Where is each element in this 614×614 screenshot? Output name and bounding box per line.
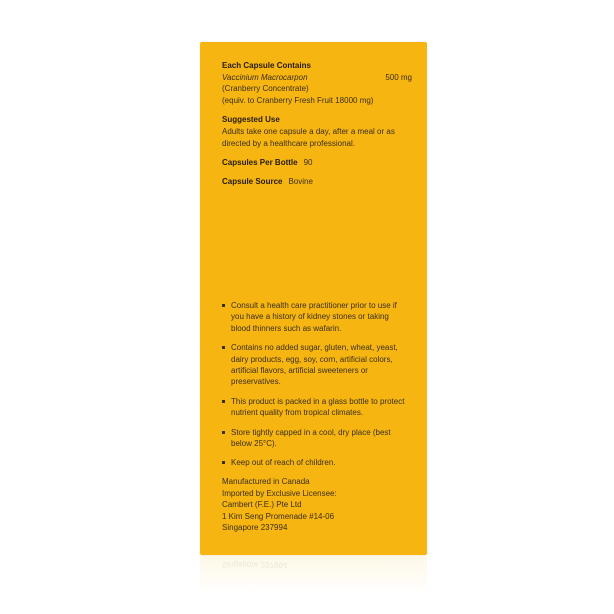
capsule-source-label: Capsule Source: [222, 176, 283, 186]
ingredient-note-2: (equiv. to Cranberry Fresh Fruit 18000 mg): [222, 95, 374, 105]
bullet-icon: [222, 304, 225, 307]
footer-line: Singapore 237994: [222, 523, 288, 533]
list-item: [222, 300, 410, 334]
capsules-per-bottle-value: 90: [303, 158, 313, 168]
suggested-use-section: [222, 114, 412, 149]
footer-line: Imported by Exclusive Licensee:: [222, 488, 337, 498]
ingredient-note-1: (Cranberry Concentrate): [222, 84, 309, 94]
capsule-contents-section: [222, 60, 412, 106]
warning-text: Store tightly capped in a cool, dry place (best below 25°C).: [231, 427, 391, 449]
bullet-icon: [222, 400, 225, 403]
bullet-icon: [222, 461, 225, 464]
footer-line: Manufactured in Canada: [222, 477, 310, 486]
suggested-use-text: Adults take one capsule a day, after a meal or as directed by a healthcare professional.: [222, 126, 395, 148]
list-item: [222, 396, 410, 419]
ingredient-name: Vaccinium Macrocarpon: [222, 72, 308, 82]
footer-line: 1 Kim Seng Promenade #14-06: [222, 511, 335, 521]
suggested-use-heading: Suggested Use: [222, 115, 280, 125]
label-reflection: [200, 555, 427, 595]
warning-text: This product is packed in a glass bottle to protect nutrient quality from tropical climates.: [231, 396, 405, 418]
manufacturer-footer: [222, 476, 410, 534]
capsules-per-bottle-label: Capsules Per Bottle: [222, 158, 298, 168]
warning-text: Contains no added sugar, gluten, wheat, yeast, dairy products, egg, soy, corn, artificial colors, artificial flavors, artificial sweeteners or preservatives.: [231, 343, 398, 387]
ingredient-row: [222, 72, 412, 84]
capsule-contents-heading: Each Capsule Contains: [222, 61, 311, 70]
footer-line: Cambert (F.E.) Pte Ltd: [222, 500, 302, 510]
ingredient-amount: 500 mg: [385, 72, 412, 82]
bullet-icon: [222, 346, 225, 349]
capsule-source-row: [222, 176, 412, 188]
warnings-list: [222, 300, 410, 477]
list-item: [222, 427, 410, 450]
label-info-block: [222, 60, 412, 194]
reflection-text: Singapore 237994: [222, 560, 288, 569]
list-item: [222, 342, 410, 388]
warning-text: Keep out of reach of children.: [231, 458, 336, 468]
bullet-icon: [222, 431, 225, 434]
warning-text: Consult a health care practitioner prior to use if you have a history of kidney stones or taking blood thinners such as wafarin.: [231, 301, 397, 333]
list-item: [222, 457, 410, 468]
capsules-per-bottle-row: [222, 157, 412, 169]
capsule-source-value: Bovine: [288, 176, 313, 186]
product-label-panel: [200, 42, 427, 555]
